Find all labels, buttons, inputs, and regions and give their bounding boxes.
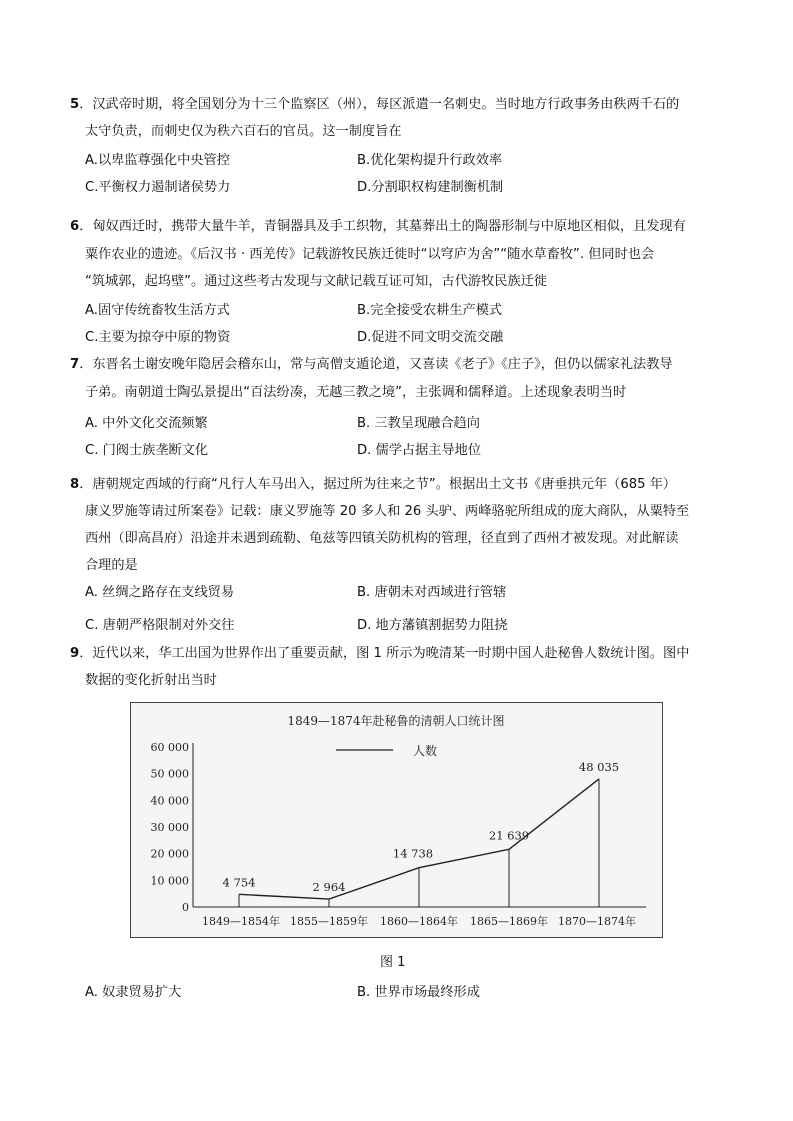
question-8-option-d[interactable]: D. 地方藩镇割据势力阻挠	[357, 618, 508, 633]
question-9-line-2: 数据的变化折射出当时	[85, 673, 217, 688]
y-tick-label: 30 000	[150, 821, 189, 834]
question-5-option-d[interactable]: D.分割职权构建制衡机制	[357, 180, 504, 195]
x-tick-label: 1860—1864年	[380, 915, 458, 928]
y-tick-label: 40 000	[150, 794, 189, 808]
question-7-option-a[interactable]: A. 中外文化交流频繁	[85, 416, 208, 431]
question-5-option-b[interactable]: B.优化架构提升行政效率	[357, 153, 503, 168]
data-label: 14 738	[392, 846, 434, 861]
x-tick-label: 1870—1874年	[558, 915, 636, 928]
y-tick-label: 50 000	[150, 767, 189, 781]
data-label: 21 639	[488, 828, 530, 843]
question-8-line-3: 西州（即高昌府）沿途并未遇到疏勒、龟兹等四镇关防机构的管理，径直到了西州才被发现。对此解读	[85, 531, 679, 546]
data-label: 48 035	[578, 759, 620, 774]
question-7-option-b[interactable]: B. 三教呈现融合趋向	[357, 416, 480, 431]
question-7-line-1: 7．东晋名士谢安晚年隐居会稽东山，常与高僧支遁论道，又喜读《老子》《庄子》，但仍以儒家礼法教导	[70, 357, 673, 372]
question-9-option-a[interactable]: A. 奴隶贸易扩大	[85, 985, 182, 1000]
question-7-option-d[interactable]: D. 儒学占据主导地位	[357, 443, 482, 458]
question-6-line-2: 粟作农业的遗迹。《后汉书 · 西羌传》记载游牧民族迁徙时“以穹庐为舍”“随水草畜牧”. 但同时也会	[85, 247, 655, 262]
question-6-line-1: 6．匈奴西迁时，携带大量牛羊，青铜器具及手工织物，其墓葬出土的陶器形制与中原地区相似，且发现有	[70, 219, 686, 234]
question-5-line-1: 5．汉武帝时期，将全国划分为十三个监察区（州），每区派遣一名刺史。当时地方行政事务由秩两千石的	[70, 97, 680, 112]
question-6-option-d[interactable]: D.促进不同文明交流交融	[357, 330, 504, 345]
question-8-option-c[interactable]: C. 唐朝严格限制对外交往	[85, 618, 235, 633]
y-tick-label: 20 000	[150, 847, 189, 861]
question-9-line-1: 9．近代以来，华工出国为世界作出了重要贡献，图 1 所示为晚清某一时期中国人赴秘鲁人数统计图。图中	[70, 646, 690, 661]
data-label: 4 754	[222, 875, 256, 890]
x-tick-label: 1855—1859年	[290, 915, 368, 928]
question-6-option-b[interactable]: B.完全接受农耕生产模式	[357, 303, 503, 318]
question-6-option-c[interactable]: C.主要为掠夺中原的物资	[85, 330, 231, 345]
question-6-line-3: “筑城郭，起坞壁”。通过这些考古发现与文献记载互证可知，古代游牧民族迁徙	[85, 274, 548, 289]
question-8-line-4: 合理的是	[85, 558, 138, 573]
population-chart	[130, 702, 663, 938]
y-tick-label: 10 000	[150, 874, 189, 888]
x-tick-label: 1849—1854年	[202, 915, 280, 928]
question-8-option-a[interactable]: A. 丝绸之路存在支线贸易	[85, 585, 235, 600]
question-8-option-b[interactable]: B. 唐朝未对西域进行管辖	[357, 585, 507, 600]
figure-caption: 图 1	[380, 955, 406, 970]
question-8-line-1: 8．唐朝规定西域的行商“凡行人车马出入，据过所为往来之节”。根据出土文书《唐垂拱元年（685 年）	[70, 477, 677, 492]
question-5-line-2: 太守负责，而刺史仅为秩六百石的官员。这一制度旨在	[85, 124, 402, 139]
chart-svg	[131, 703, 661, 936]
x-tick-label: 1865—1869年	[470, 915, 548, 928]
legend-label: 人数	[413, 744, 438, 758]
data-label: 2 964	[312, 880, 346, 895]
y-tick-label: 0	[182, 901, 189, 914]
question-9-option-b[interactable]: B. 世界市场最终形成	[357, 985, 480, 1000]
chart-title: 1849—1874年赴秘鲁的清朝人口统计图	[287, 714, 505, 728]
question-6-option-a[interactable]: A.固守传统畜牧生活方式	[85, 303, 230, 318]
question-7-option-c[interactable]: C. 门阀士族垄断文化	[85, 443, 209, 458]
question-5-option-a[interactable]: A.以卑监尊强化中央管控	[85, 153, 230, 168]
question-8-line-2: 康义罗施等请过所案卷》记载：康义罗施等 20 多人和 26 头驴、两峰骆驼所组成的庞大商队，从粟特至	[85, 504, 690, 519]
question-7-line-2: 子弟。南朝道士陶弘景提出“百法纷凑，无越三教之境”，主张调和儒释道。上述现象表明当时	[85, 385, 627, 400]
question-5-option-c[interactable]: C.平衡权力遏制诸侯势力	[85, 180, 231, 195]
y-tick-label: 60 000	[150, 741, 189, 754]
